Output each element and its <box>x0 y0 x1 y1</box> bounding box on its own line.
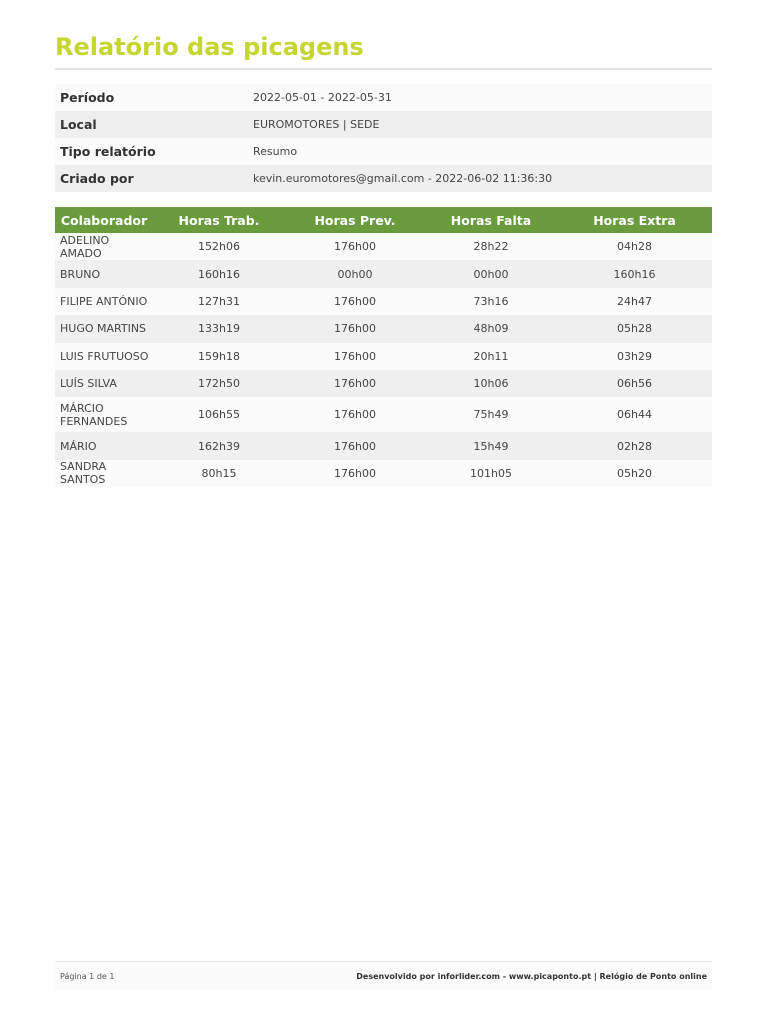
cell-horas-prev: 176h00 <box>285 397 425 432</box>
cell-colaborador: LUIS FRUTUOSO <box>55 343 153 370</box>
cell-colaborador: FILIPE ANTÓNIO <box>55 288 153 315</box>
table-row <box>55 343 712 370</box>
cell-horas-prev: 176h00 <box>285 460 425 487</box>
cell-horas-falta: 48h09 <box>425 315 557 342</box>
column-header-colaborador: Colaborador <box>55 207 153 233</box>
cell-colaborador: SANDRA SANTOS <box>55 460 153 487</box>
cell-colaborador: LUÍS SILVA <box>55 370 153 397</box>
meta-value: EUROMOTORES | SEDE <box>253 118 380 131</box>
table-row <box>55 233 712 260</box>
cell-horas-extra: 24h47 <box>557 288 712 315</box>
cell-horas-falta: 101h05 <box>425 460 557 487</box>
cell-horas-prev: 176h00 <box>285 233 425 260</box>
meta-label: Local <box>60 117 97 132</box>
cell-horas-extra: 06h44 <box>557 397 712 432</box>
cell-colaborador: HUGO MARTINS <box>55 315 153 342</box>
cell-colaborador: ADELINO AMADO <box>55 233 153 260</box>
column-header-horas-falta: Horas Falta <box>425 207 557 233</box>
cell-horas-extra: 05h28 <box>557 315 712 342</box>
cell-horas-trab: 106h55 <box>153 397 285 432</box>
table-row <box>55 432 712 459</box>
cell-horas-trab: 162h39 <box>153 432 285 459</box>
meta-label: Criado por <box>60 171 134 186</box>
cell-horas-trab: 159h18 <box>153 343 285 370</box>
cell-horas-falta: 28h22 <box>425 233 557 260</box>
hours-table <box>55 207 712 487</box>
meta-value: Resumo <box>253 145 298 158</box>
cell-colaborador: MÁRIO <box>55 432 153 459</box>
cell-horas-trab: 160h16 <box>153 260 285 287</box>
cell-horas-trab: 133h19 <box>153 315 285 342</box>
meta-row-periodo <box>55 84 712 111</box>
page-number: Página 1 de 1 <box>60 971 115 981</box>
meta-value: 2022-05-01 - 2022-05-31 <box>253 91 392 104</box>
cell-horas-trab: 127h31 <box>153 288 285 315</box>
cell-horas-falta: 75h49 <box>425 397 557 432</box>
meta-label: Período <box>60 90 115 105</box>
table-row <box>55 260 712 287</box>
cell-horas-extra: 04h28 <box>557 233 712 260</box>
report-meta <box>55 84 712 192</box>
cell-horas-prev: 176h00 <box>285 432 425 459</box>
cell-horas-extra: 02h28 <box>557 432 712 459</box>
meta-row-criado <box>55 165 712 192</box>
cell-horas-prev: 176h00 <box>285 288 425 315</box>
table-row <box>55 460 712 487</box>
cell-horas-falta: 73h16 <box>425 288 557 315</box>
meta-value: kevin.euromotores@gmail.com - 2022-06-02 11:36:30 <box>253 172 553 185</box>
cell-horas-extra: 06h56 <box>557 370 712 397</box>
page-footer <box>55 961 712 990</box>
table-row <box>55 397 712 432</box>
column-header-horas-extra: Horas Extra <box>557 207 712 233</box>
meta-row-tipo <box>55 138 712 165</box>
report-title: Relatório das picagens <box>55 33 364 61</box>
cell-horas-prev: 176h00 <box>285 315 425 342</box>
cell-horas-falta: 15h49 <box>425 432 557 459</box>
meta-label: Tipo relatório <box>60 144 156 159</box>
title-divider <box>55 68 712 70</box>
column-header-horas-prev: Horas Prev. <box>285 207 425 233</box>
table-header-row <box>55 207 712 233</box>
cell-horas-prev: 176h00 <box>285 370 425 397</box>
column-header-horas-trab: Horas Trab. <box>153 207 285 233</box>
footer-credit: Desenvolvido por inforlider.com - www.picaponto.pt | Relógio de Ponto online <box>356 971 707 981</box>
meta-row-local <box>55 111 712 138</box>
table-row <box>55 370 712 397</box>
cell-horas-extra: 160h16 <box>557 260 712 287</box>
table-row <box>55 315 712 342</box>
cell-horas-falta: 20h11 <box>425 343 557 370</box>
table-row <box>55 288 712 315</box>
cell-horas-trab: 80h15 <box>153 460 285 487</box>
cell-colaborador: BRUNO <box>55 260 153 287</box>
cell-horas-extra: 05h20 <box>557 460 712 487</box>
cell-horas-trab: 172h50 <box>153 370 285 397</box>
cell-horas-prev: 00h00 <box>285 260 425 287</box>
cell-horas-extra: 03h29 <box>557 343 712 370</box>
cell-horas-prev: 176h00 <box>285 343 425 370</box>
cell-colaborador: MÁRCIO FERNANDES <box>55 397 153 432</box>
cell-horas-falta: 10h06 <box>425 370 557 397</box>
cell-horas-falta: 00h00 <box>425 260 557 287</box>
cell-horas-trab: 152h06 <box>153 233 285 260</box>
